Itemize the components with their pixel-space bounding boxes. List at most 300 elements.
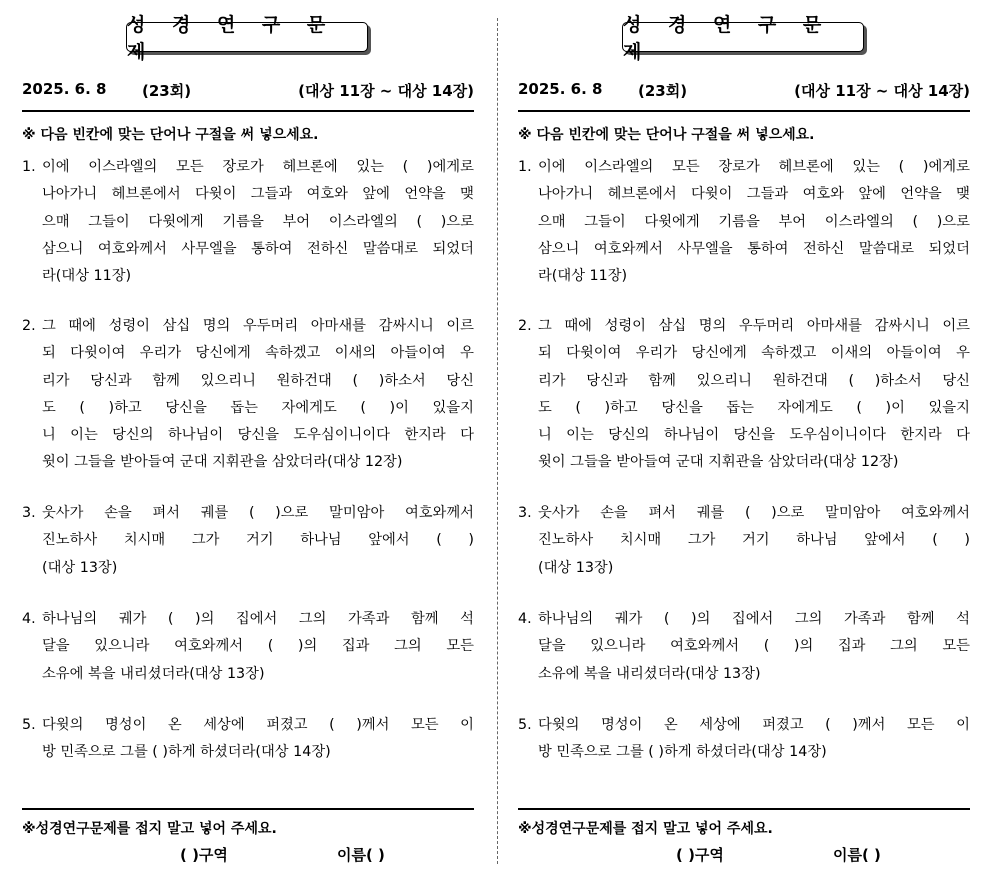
word: (	[744, 505, 751, 521]
word: 가족과	[348, 611, 390, 627]
word: 집과	[837, 638, 866, 655]
word: 가족과	[844, 611, 886, 627]
word: 아마새를	[806, 318, 862, 334]
word: 기름을	[718, 213, 760, 230]
word: 궤가	[614, 611, 643, 627]
question-line	[538, 712, 970, 739]
word: 달을	[538, 638, 566, 655]
footer-note: ※성경연구문제를 접지 말고 넣어 주세요.	[518, 821, 773, 837]
word: 이르	[446, 318, 474, 334]
worksheet-round: (23회)	[638, 82, 688, 100]
word: 여호와께서	[670, 638, 740, 655]
word: 다윗의	[42, 717, 84, 733]
header-divider	[22, 110, 474, 112]
question-number: 2.	[22, 318, 36, 334]
word: 당신	[446, 372, 474, 389]
word: 사무엘을	[181, 240, 237, 257]
word: (	[402, 159, 409, 175]
word: 온	[663, 717, 678, 733]
worksheet-title: 성 경 연 구 문 제	[622, 22, 864, 52]
word: )하고	[604, 399, 638, 416]
word: 한지라	[404, 427, 446, 444]
worksheet-meta	[518, 80, 970, 102]
word: 부어	[282, 213, 311, 230]
word: 그	[42, 318, 56, 334]
word: 손을	[600, 505, 628, 521]
word: )께서	[852, 717, 886, 733]
question-1	[22, 154, 474, 290]
question-line: 라(대상 11장)	[42, 268, 132, 285]
word: 다	[460, 427, 474, 444]
question-line: 윗이 그들을 받아들여 군대 지휘관을 삼았더라(대상 12장)	[538, 454, 899, 471]
word: 때에	[564, 318, 592, 334]
word: 함께	[648, 372, 676, 389]
word: 다윗이여	[566, 345, 622, 362]
word: (	[329, 717, 335, 733]
question-number: 5.	[518, 717, 532, 733]
word: 그가	[191, 532, 220, 549]
word: )의	[793, 638, 814, 655]
word: 감싸시니	[378, 318, 434, 334]
district-field: ( )구역	[676, 846, 724, 864]
question-line: 라(대상 11장)	[538, 268, 628, 285]
word: 이에	[538, 159, 566, 175]
word: 여호와	[802, 186, 844, 203]
word: 부어	[778, 213, 807, 230]
word: 퍼졌고	[762, 717, 804, 733]
word: (	[825, 717, 831, 733]
word: (	[267, 638, 274, 655]
word: )으로	[440, 213, 474, 230]
question-line	[42, 181, 474, 208]
word: 함께	[906, 611, 935, 627]
question-line	[538, 395, 970, 422]
word: 모든	[672, 159, 700, 175]
word: (	[248, 505, 255, 521]
word: 치시매	[123, 532, 166, 549]
word: (	[663, 611, 670, 627]
word: )하소서	[874, 372, 922, 389]
question-number: 3.	[518, 505, 532, 521]
word: 당신	[942, 372, 970, 389]
word: )의	[195, 611, 215, 627]
question-line	[42, 422, 474, 449]
word: 다	[956, 427, 970, 444]
word: )	[964, 532, 970, 549]
word: 성령이	[108, 318, 150, 334]
word: 말씀대로	[858, 240, 915, 257]
word: 말미암아	[329, 505, 385, 521]
word: 다윗에게	[644, 213, 700, 230]
word: 자에게도	[777, 399, 833, 416]
word: 우두머리	[242, 318, 299, 334]
word: 원하건대	[276, 372, 332, 389]
word: 여호와께서	[593, 240, 663, 257]
word: 우두머리	[738, 318, 795, 334]
word: 당신을	[165, 399, 207, 416]
question-line	[538, 313, 970, 340]
worksheet-range: (대상 11장 ~ 대상 14장)	[794, 82, 970, 100]
word: 있으리니	[696, 372, 752, 389]
worksheet-title: 성 경 연 구 문 제	[126, 22, 368, 52]
word: 당신과	[586, 372, 628, 389]
word: 이스라엘의	[88, 159, 158, 175]
word: 이스라엘의	[824, 213, 894, 230]
word: 있을지	[432, 399, 474, 416]
question-5	[518, 712, 970, 767]
word: 세상에	[203, 717, 245, 733]
word: 하나님	[300, 532, 342, 549]
word: )에게로	[426, 159, 474, 175]
question-3	[518, 500, 970, 582]
word: 하나님의	[42, 611, 98, 627]
question-line	[42, 340, 474, 367]
question-line	[42, 154, 474, 181]
word: 다윗의	[538, 717, 580, 733]
word: 도	[538, 399, 552, 416]
question-line	[538, 209, 970, 236]
question-line	[42, 633, 474, 660]
word: 돕는	[230, 399, 258, 416]
word: 있는	[356, 159, 384, 175]
word: 원하건대	[772, 372, 828, 389]
question-number: 4.	[518, 611, 532, 627]
word: 장로가	[718, 159, 760, 175]
question-number: 3.	[22, 505, 36, 521]
name-field: 이름( )	[337, 846, 385, 864]
word: 그들이	[584, 213, 626, 230]
word: )하소서	[378, 372, 426, 389]
word: 리가	[538, 372, 566, 389]
header-divider	[518, 110, 970, 112]
word: 그들이	[88, 213, 130, 230]
question-line: (대상 13장)	[538, 559, 614, 576]
footer-divider	[518, 808, 970, 810]
question-line: 윗이 그들을 받아들여 군대 지휘관을 삼았더라(대상 12장)	[42, 454, 403, 471]
word: 이에	[42, 159, 70, 175]
word: 장로가	[222, 159, 264, 175]
word: 속하겠고	[265, 345, 321, 362]
word: 다윗이	[691, 186, 733, 203]
word: 헤브론에서	[607, 186, 677, 203]
word: 도우심이니이다	[293, 427, 390, 444]
question-line	[538, 633, 970, 660]
word: 나아가니	[538, 186, 594, 203]
word: 헤브론에	[778, 159, 834, 175]
word: 그들과	[746, 186, 789, 203]
word: 진노하사	[538, 532, 594, 549]
word: (	[575, 399, 581, 416]
word: 다윗이	[195, 186, 237, 203]
word: 모든	[942, 638, 970, 655]
word: 자에게도	[281, 399, 337, 416]
word: 그들과	[250, 186, 293, 203]
question-line	[42, 606, 474, 633]
word: 달을	[42, 638, 70, 655]
word: 되	[42, 345, 56, 362]
word: 당신의	[112, 427, 154, 444]
worksheet-date: 2025. 6. 8	[518, 80, 603, 98]
word: 퍼졌고	[266, 717, 308, 733]
word: 니	[538, 427, 552, 444]
question-line	[538, 181, 970, 208]
word: )께서	[356, 717, 390, 733]
word: 앞에	[858, 186, 886, 203]
question-2	[22, 313, 474, 477]
word: 돕는	[726, 399, 754, 416]
word: 삼십	[658, 318, 687, 334]
word: 그의	[890, 638, 918, 655]
word: 전하신	[306, 240, 349, 257]
question-number: 5.	[22, 717, 36, 733]
word: 감싸시니	[874, 318, 930, 334]
word: 있는	[852, 159, 880, 175]
column-divider	[497, 18, 498, 864]
question-line	[42, 500, 474, 527]
word: (	[416, 213, 423, 230]
word: 펴서	[152, 505, 180, 521]
district-field: ( )구역	[180, 846, 228, 864]
word: 되었더	[432, 240, 474, 257]
question-line: (대상 13장)	[42, 559, 118, 576]
word: (	[848, 372, 855, 389]
word: )으로	[771, 505, 805, 521]
word: 모든	[446, 638, 474, 655]
worksheet-left	[22, 0, 474, 892]
word: 이는	[70, 427, 98, 444]
word: )으로	[275, 505, 309, 521]
question-2	[518, 313, 970, 477]
word: 우리가	[635, 345, 678, 362]
word: 당신을	[237, 427, 279, 444]
word: 당신에게	[195, 345, 251, 362]
word: 명성이	[104, 717, 147, 733]
word: 언약을	[404, 186, 446, 203]
worksheet-right	[518, 0, 970, 892]
word: 여호와께서	[174, 638, 244, 655]
word: (	[763, 638, 770, 655]
footer-note: ※성경연구문제를 접지 말고 넣어 주세요.	[22, 821, 277, 837]
word: 궤를	[696, 505, 725, 521]
word: 그의	[298, 611, 327, 627]
question-number: 2.	[518, 318, 532, 334]
word: 헤브론에	[282, 159, 338, 175]
word: 되	[538, 345, 552, 362]
word: 맺	[460, 186, 474, 203]
question-4	[518, 606, 970, 688]
word: 맺	[956, 186, 970, 203]
word: 아들이여	[886, 345, 942, 362]
footer-fields	[180, 844, 474, 866]
word: 언약을	[900, 186, 942, 203]
word: 다윗이여	[70, 345, 126, 362]
word: 온	[167, 717, 182, 733]
word: 앞에	[362, 186, 390, 203]
word: 우	[460, 345, 474, 362]
word: 때에	[68, 318, 96, 334]
word: 삼으니	[42, 240, 84, 257]
word: 이새의	[830, 345, 873, 362]
word: 우리가	[139, 345, 182, 362]
word: 당신을	[733, 427, 775, 444]
question-line	[42, 236, 474, 263]
word: 궤를	[200, 505, 229, 521]
word: 사무엘을	[677, 240, 733, 257]
word: 석	[460, 611, 474, 627]
question-1	[518, 154, 970, 290]
word: 기름을	[222, 213, 264, 230]
word: )이	[389, 399, 409, 416]
word: 말미암아	[825, 505, 881, 521]
word: 당신에게	[691, 345, 747, 362]
word: 그	[538, 318, 552, 334]
word: 아들이여	[390, 345, 446, 362]
worksheet-meta	[22, 80, 474, 102]
word: (	[352, 372, 359, 389]
question-line	[42, 527, 474, 554]
word: 있으리니	[200, 372, 256, 389]
word: 거기	[742, 532, 770, 549]
question-line	[42, 395, 474, 422]
question-5	[22, 712, 474, 767]
word: )에게로	[922, 159, 970, 175]
word: 삼십	[162, 318, 191, 334]
word: 당신의	[608, 427, 650, 444]
word: 함께	[152, 372, 180, 389]
word: 명성이	[600, 717, 643, 733]
word: 여호와께서	[404, 505, 474, 521]
word: 치시매	[619, 532, 662, 549]
word: 모든	[906, 717, 935, 733]
word: 통하여	[747, 240, 789, 257]
word: (	[167, 611, 174, 627]
word: 함께	[410, 611, 439, 627]
word: 헤브론에서	[111, 186, 181, 203]
question-line: 소유에 복을 내리셨더라(대상 13장)	[42, 665, 265, 682]
word: )이	[885, 399, 905, 416]
word: 그가	[687, 532, 716, 549]
word: 리가	[42, 372, 70, 389]
word: 있을지	[928, 399, 970, 416]
word: )하고	[108, 399, 142, 416]
word: 거기	[246, 532, 274, 549]
word: 으매	[42, 213, 70, 230]
question-number: 1.	[22, 159, 36, 175]
question-line	[538, 500, 970, 527]
word: 그의	[394, 638, 422, 655]
question-line	[538, 236, 970, 263]
word: 하나님의	[538, 611, 594, 627]
word: )의	[297, 638, 318, 655]
question-line	[538, 606, 970, 633]
worksheet-date: 2025. 6. 8	[22, 80, 107, 98]
word: 웃사가	[538, 505, 580, 521]
word: 성령이	[604, 318, 646, 334]
word: 속하겠고	[761, 345, 817, 362]
word: 니	[42, 427, 56, 444]
word: 우	[956, 345, 970, 362]
footer-divider	[22, 808, 474, 810]
word: 그의	[794, 611, 823, 627]
word: 하나님이	[167, 427, 224, 444]
word: 앞에서	[368, 532, 410, 549]
question-line	[538, 154, 970, 181]
instruction: ※ 다음 빈칸에 맞는 단어나 구절을 써 넣으세요.	[22, 127, 319, 143]
word: 말씀대로	[362, 240, 419, 257]
word: 석	[956, 611, 970, 627]
word: (	[436, 532, 442, 549]
question-line	[42, 313, 474, 340]
worksheet-round: (23회)	[142, 82, 192, 100]
word: 집에서	[731, 611, 774, 627]
word: 다윗에게	[148, 213, 204, 230]
word: 모든	[410, 717, 439, 733]
word: 명의	[202, 318, 231, 334]
word: 궤가	[118, 611, 147, 627]
word: 이스라엘의	[328, 213, 398, 230]
question-line	[538, 527, 970, 554]
word: 한지라	[900, 427, 942, 444]
word: 진노하사	[42, 532, 98, 549]
word: 당신과	[90, 372, 132, 389]
word: 웃사가	[42, 505, 84, 521]
question-4	[22, 606, 474, 688]
word: 여호와께서	[900, 505, 970, 521]
word: 전하신	[802, 240, 845, 257]
footer-fields	[676, 844, 970, 866]
word: 당신을	[661, 399, 703, 416]
word: 집과	[341, 638, 370, 655]
question-line	[42, 712, 474, 739]
word: (	[898, 159, 905, 175]
question-line	[538, 340, 970, 367]
word: 으매	[538, 213, 566, 230]
question-line	[538, 422, 970, 449]
word: 펴서	[648, 505, 676, 521]
word: (	[856, 399, 862, 416]
word: 손을	[104, 505, 132, 521]
word: 도우심이니이다	[789, 427, 886, 444]
word: 나아가니	[42, 186, 98, 203]
word: 있으니라	[94, 638, 150, 655]
word: 하나님이	[663, 427, 720, 444]
question-3	[22, 500, 474, 582]
word: 삼으니	[538, 240, 580, 257]
question-line	[42, 368, 474, 395]
question-number: 1.	[518, 159, 532, 175]
word: 이는	[566, 427, 594, 444]
word: 통하여	[251, 240, 293, 257]
word: 이	[460, 717, 474, 733]
name-field: 이름( )	[833, 846, 881, 864]
worksheet-range: (대상 11장 ~ 대상 14장)	[298, 82, 474, 100]
word: 명의	[698, 318, 727, 334]
question-line: 방 민족으로 그를 ( )하게 하셨더라(대상 14장)	[538, 744, 827, 761]
word: )으로	[936, 213, 970, 230]
word: )	[468, 532, 474, 549]
word: 도	[42, 399, 56, 416]
question-line: 방 민족으로 그를 ( )하게 하셨더라(대상 14장)	[42, 744, 331, 761]
word: 세상에	[699, 717, 741, 733]
word: 이스라엘의	[584, 159, 654, 175]
word: 앞에서	[864, 532, 906, 549]
word: 되었더	[928, 240, 970, 257]
word: (	[79, 399, 85, 416]
word: 하나님	[796, 532, 838, 549]
word: 있으니라	[590, 638, 646, 655]
word: (	[360, 399, 366, 416]
instruction: ※ 다음 빈칸에 맞는 단어나 구절을 써 넣으세요.	[518, 127, 815, 143]
